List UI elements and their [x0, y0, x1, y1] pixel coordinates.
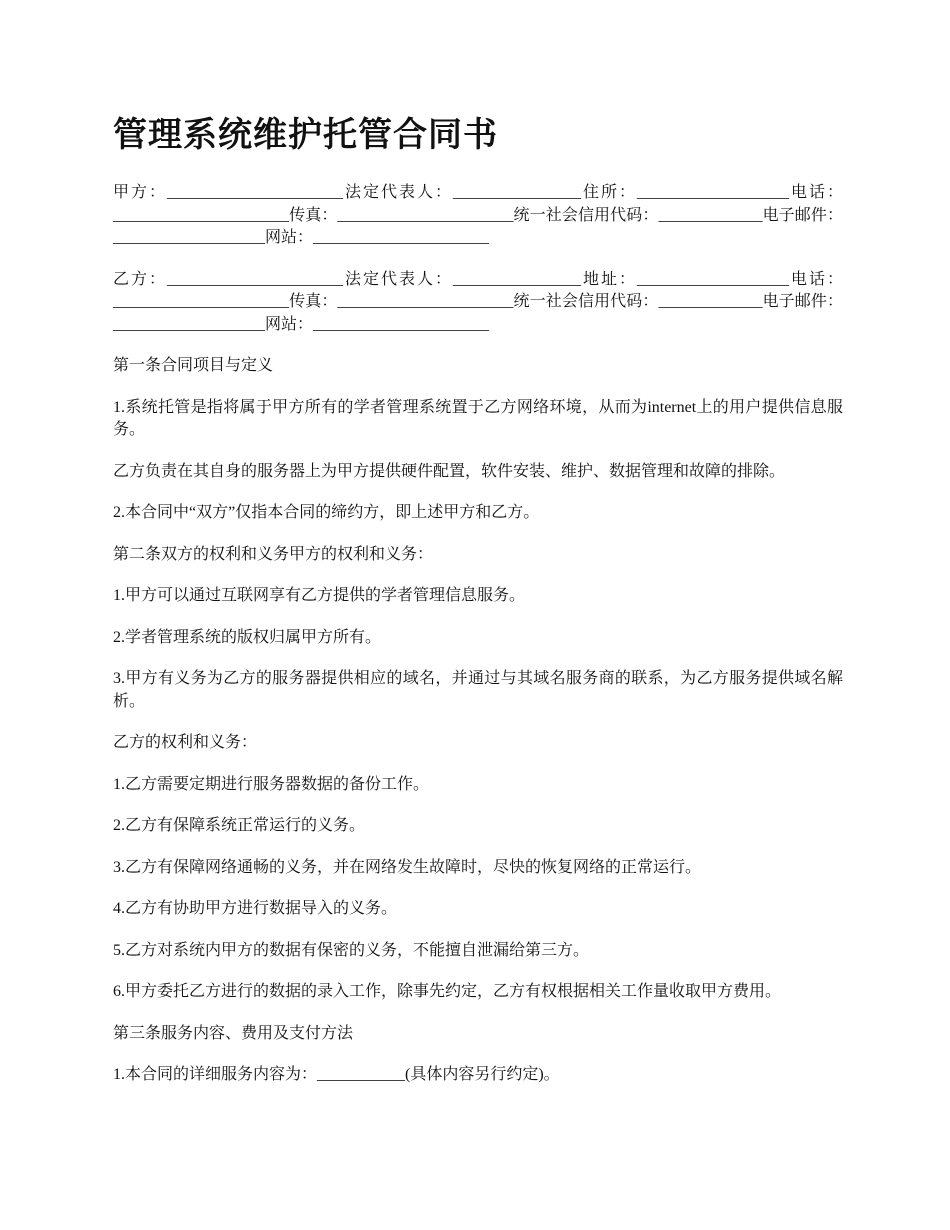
paragraph: 1.系统托管是指将属于甲方所有的学者管理系统置于乙方网络环境，从而为internet上的用户提供信息服务。 — [113, 398, 843, 438]
section-heading-3: 第三条服务内容、费用及支付方法 — [113, 1024, 354, 1042]
document-title: 管理系统维护托管合同书 — [113, 115, 498, 155]
paragraph: 2.乙方有保障系统正常运行的义务。 — [113, 817, 366, 834]
paragraph: 1.本合同的详细服务内容为：___________(具体内容另行约定)。 — [113, 1066, 560, 1083]
section-heading-1: 第一条合同项目与定义 — [113, 357, 274, 374]
paragraph: 4.乙方有协助甲方进行数据导入的义务。 — [113, 900, 398, 917]
party-b-info: 乙方：______________________法定代表人：________________地址：___________________电话：______________________传真：______________________统一社会信用代码：_____________电子邮件：___________________网站：______________________ — [113, 270, 843, 333]
party-a-info: 甲方：______________________法定代表人：________________住所：___________________电话：______________________传真：______________________统一社会信用代码：_____________电子邮件：___________________网站：______________________ — [113, 184, 843, 246]
subsection-heading: 乙方的权利和义务： — [113, 734, 258, 751]
paragraph: 5.乙方对系统内甲方的数据有保密的义务，不能擅自泄漏给第三方。 — [113, 941, 590, 959]
paragraph: 乙方负责在其自身的服务器上为甲方提供硬件配置，软件安装、维护、数据管理和故障的排除。 — [113, 462, 786, 480]
paragraph: 3.甲方有义务为乙方的服务器提供相应的域名，并通过与其域名服务商的联系，为乙方服务提供域名解析。 — [113, 670, 843, 710]
paragraph: 2.学者管理系统的版权归属甲方所有。 — [113, 628, 382, 646]
paragraph: 2.本合同中“双方”仅指本合同的缔约方，即上述甲方和乙方。 — [113, 504, 540, 521]
paragraph: 3.乙方有保障网络通畅的义务，并在网络发生故障时，尽快的恢复网络的正常运行。 — [113, 858, 702, 876]
paragraph: 6.甲方委托乙方进行的数据的录入工作，除事先约定，乙方有权根据相关工作量收取甲方费用。 — [113, 983, 782, 1000]
paragraph: 1.甲方可以通过互联网享有乙方提供的学者管理信息服务。 — [113, 587, 526, 604]
paragraph: 1.乙方需要定期进行服务器数据的备份工作。 — [113, 775, 430, 793]
document-page — [113, 110, 843, 1106]
section-heading-2: 第二条双方的权利和义务甲方的权利和义务： — [113, 545, 434, 563]
